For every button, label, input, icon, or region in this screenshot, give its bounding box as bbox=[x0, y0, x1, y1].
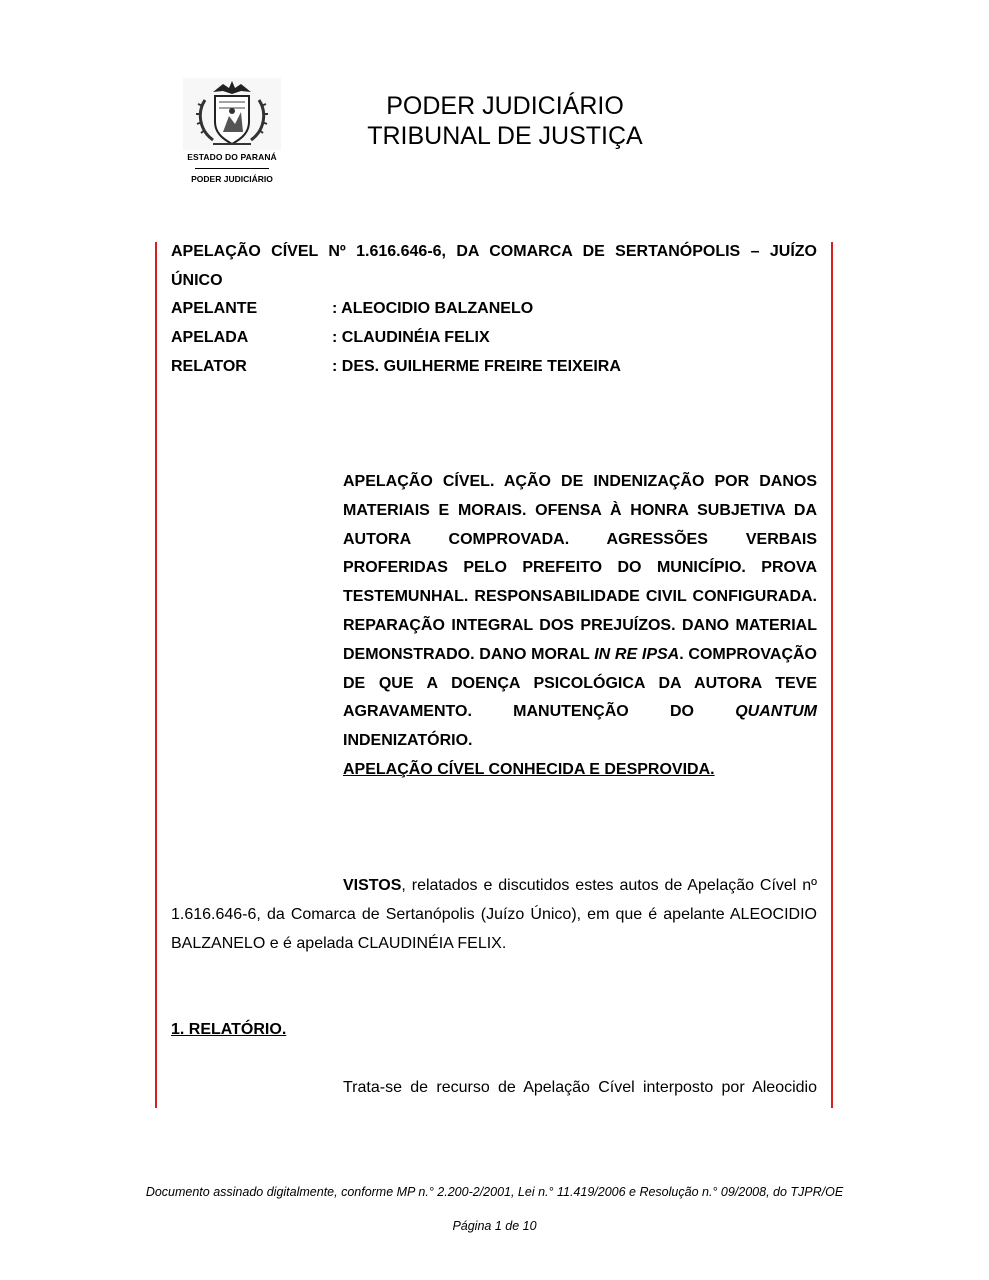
left-margin-line bbox=[155, 242, 157, 1108]
ementa-italic-quantum: QUANTUM bbox=[735, 703, 817, 721]
party-label: APELADA bbox=[171, 329, 249, 346]
ementa-summary bbox=[343, 468, 817, 756]
vistos-paragraph bbox=[171, 872, 817, 958]
relatorio-first-line: Trata-se de recurso de Apelação Cível interposto por Aleocidio bbox=[343, 1079, 817, 1096]
footer-page-number: Página 1 de 10 bbox=[452, 1219, 537, 1233]
logo-divider bbox=[195, 168, 269, 169]
case-caption: APELAÇÃO CÍVEL Nº 1.616.646-6, DA COMARCA DE SERTANÓPOLIS – JUÍZO ÚNICO bbox=[171, 243, 817, 289]
footer-signature-note: Documento assinado digitalmente, conforme MP n.° 2.200-2/2001, Lei n.° 11.419/2006 e Resolução n.° 09/2008, do TJPR/OE bbox=[145, 1185, 844, 1199]
vistos-text: , relatados e discutidos estes autos de Apelação Cível nº 1.616.646-6, da Comarca de Sertanópolis (Juízo Único), em que é apelante ALEOCIDIO BALZANELO e é apelada CLAUDINÉIA FELIX. bbox=[171, 877, 817, 952]
section-title-relatorio: 1. RELATÓRIO. bbox=[171, 1021, 287, 1038]
right-margin-line bbox=[831, 242, 833, 1108]
header-title-line1: PODER JUDICIÁRIO bbox=[386, 92, 624, 120]
logo-judiciary-label: PODER JUDICIÁRIO bbox=[191, 174, 273, 184]
ementa-text-2: . COMPROVAÇÃO DE QUE A DOENÇA PSICOLÓGICA DA AUTORA TEVE AGRAVAMENTO. MANUTENÇÃO DO bbox=[343, 645, 817, 721]
ementa-italic-in-re-ipsa: IN RE IPSA bbox=[594, 645, 680, 663]
header-title-line2: TRIBUNAL DE JUSTIÇA bbox=[367, 122, 643, 150]
logo-state-label: ESTADO DO PARANÁ bbox=[187, 152, 277, 162]
party-label: RELATOR bbox=[171, 358, 247, 375]
party-value: : ALEOCIDIO BALZANELO bbox=[332, 300, 534, 317]
ementa-result: APELAÇÃO CÍVEL CONHECIDA E DESPROVIDA. bbox=[343, 761, 715, 778]
ementa-text-3: INDENIZATÓRIO. bbox=[343, 732, 473, 750]
party-value: : CLAUDINÉIA FELIX bbox=[332, 329, 490, 346]
party-label: APELANTE bbox=[171, 300, 258, 317]
ementa-text-1: APELAÇÃO CÍVEL. AÇÃO DE INDENIZAÇÃO POR DANOS MATERIAIS E MORAIS. OFENSA À HONRA SUBJETIVA DA AUTORA COMPROVADA. AGRESSÕES VERBAIS PROFERIDAS PELO PREFEITO DO MUNICÍPIO. PROVA TESTEMUNHAL. RESPONSABILIDADE CIVIL CONFIGURADA. REPARAÇÃO INTEGRAL DOS PREJUÍZOS. DANO MATERIAL DEMONSTRADO. DANO MORAL bbox=[343, 473, 817, 663]
vistos-lead: VISTOS bbox=[343, 877, 402, 894]
party-value: : DES. GUILHERME FREIRE TEIXEIRA bbox=[332, 358, 621, 375]
coat-of-arms-icon bbox=[183, 78, 281, 150]
coat-of-arms-logo bbox=[183, 78, 281, 188]
